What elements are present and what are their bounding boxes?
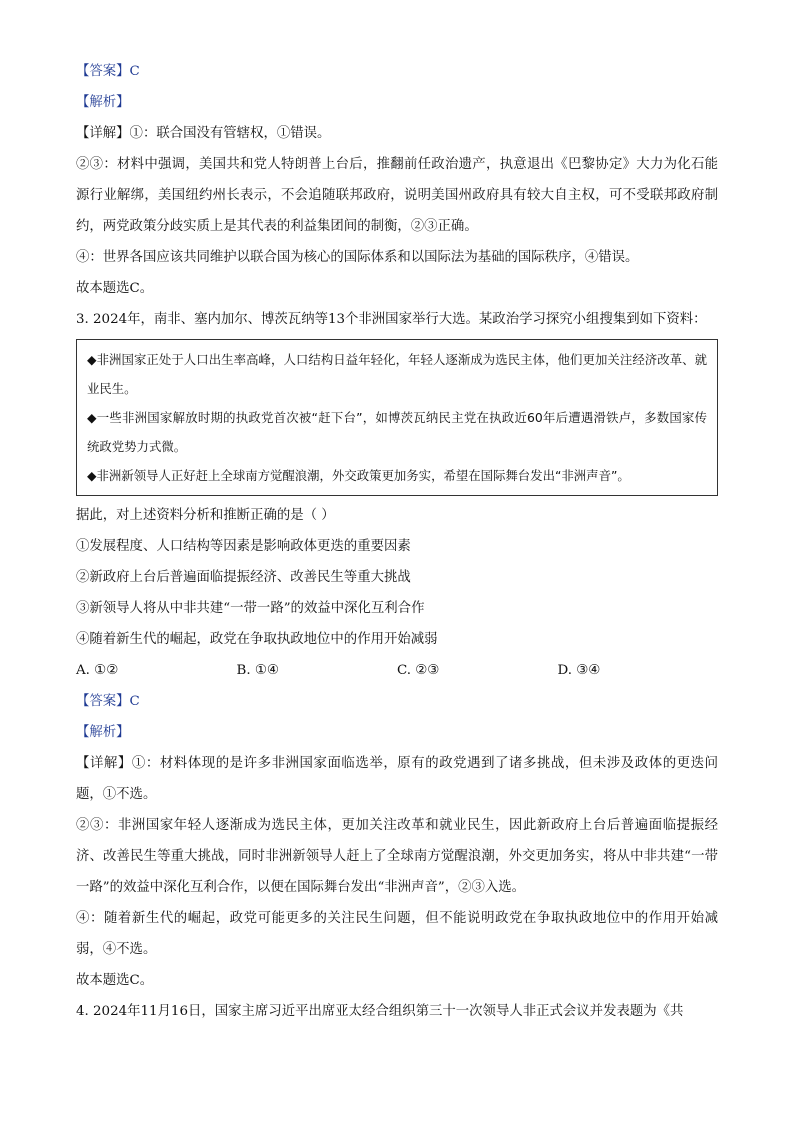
q3-option-c: C. ②③ [397, 663, 440, 678]
q3-material-2: ◆一些非洲国家解放时期的执政党首次被“赶下台”，如博茨瓦纳民主党在执政近60年后遭遇滑铁卢，多数国家传统政党势力式微。 [87, 410, 707, 454]
q3-analysis-heading: 【解析】 [76, 725, 130, 740]
q2-detail-1: 【详解】①：联合国没有管辖权，①错误。 [76, 126, 331, 141]
q3-statement-1: ①发展程度、人口结构等因素是影响政体更迭的重要因素 [76, 539, 411, 554]
q3-statement-2: ②新政府上台后普遍面临提振经济、改善民生等重大挑战 [76, 570, 411, 585]
q3-options [76, 655, 718, 686]
q3-material-box [76, 339, 718, 496]
q3-detail-1: 【详解】①：材料体现的是许多非洲国家面临选举，原有的政党遇到了诸多挑战，但未涉及政体的更迭问题，①不选。 [76, 756, 718, 802]
q2-detail-3: ④：世界各国应该共同维护以联合国为核心的国际体系和以国际法为基础的国际秩序，④错误。 [76, 250, 639, 265]
q3-conclusion: 故本题选C。 [76, 973, 154, 988]
q2-detail-2: ②③：材料中强调，美国共和党人特朗普上台后，推翻前任政治遗产，执意退出《巴黎协定》大力为化石能源行业解绑，美国纽约州长表示，不会追随联邦政府，说明美国州政府具有较大自主权，可不受联邦政府制约，两党政策分歧实质上是其代表的利益集团间的制衡，②③正确。 [76, 157, 718, 234]
q3-statement-3: ③新领导人将从中非共建“一带一路”的效益中深化互利合作 [76, 601, 425, 616]
q3-material-3: ◆非洲新领导人正好赶上全球南方觉醒浪潮，外交政策更加务实，希望在国际舞台发出“非洲声音”。 [87, 468, 630, 483]
q3-answer: 【答案】C [76, 694, 140, 709]
q3-stem: 3. 2024年，南非、塞内加尔、博茨瓦纳等13个非洲国家举行大选。某政治学习探究小组搜集到如下资料： [76, 312, 707, 327]
q3-material-1: ◆非洲国家正处于人口出生率高峰，人口结构日益年轻化，年轻人逐渐成为选民主体，他们更加关注经济改革、就业民生。 [87, 352, 707, 396]
q2-conclusion: 故本题选C。 [76, 281, 154, 296]
q3-prompt: 据此，对上述资料分析和推断正确的是（ ） [76, 508, 335, 523]
q3-detail-3: ④：随着新生代的崛起，政党可能更多的关注民生问题，但不能说明政党在争取执政地位中的作用开始减弱，④不选。 [76, 911, 718, 957]
q3-statement-4: ④随着新生代的崛起，政党在争取执政地位中的作用开始减弱 [76, 632, 438, 647]
document-page [76, 56, 718, 1027]
q3-option-d: D. ③④ [557, 663, 601, 678]
q3-detail-2: ②③：非洲国家年轻人逐渐成为选民主体，更加关注改革和就业民生，因此新政府上台后普遍面临提振经济、改善民生等重大挑战，同时非洲新领导人赶上了全球南方觉醒浪潮，外交更加务实，将从中非共建“一带一路”的效益中深化互利合作，以便在国际舞台发出“非洲声音”，②③入选。 [76, 818, 718, 895]
q4-stem: 4. 2024年11月16日，国家主席习近平出席亚太经合组织第三十一次领导人非正式会议并发表题为《共 [76, 1004, 684, 1019]
q2-analysis-heading: 【解析】 [76, 95, 130, 110]
q2-answer: 【答案】C [76, 64, 140, 79]
q3-option-a: A. ①② [76, 663, 119, 678]
q3-option-b: B. ①④ [236, 663, 279, 678]
